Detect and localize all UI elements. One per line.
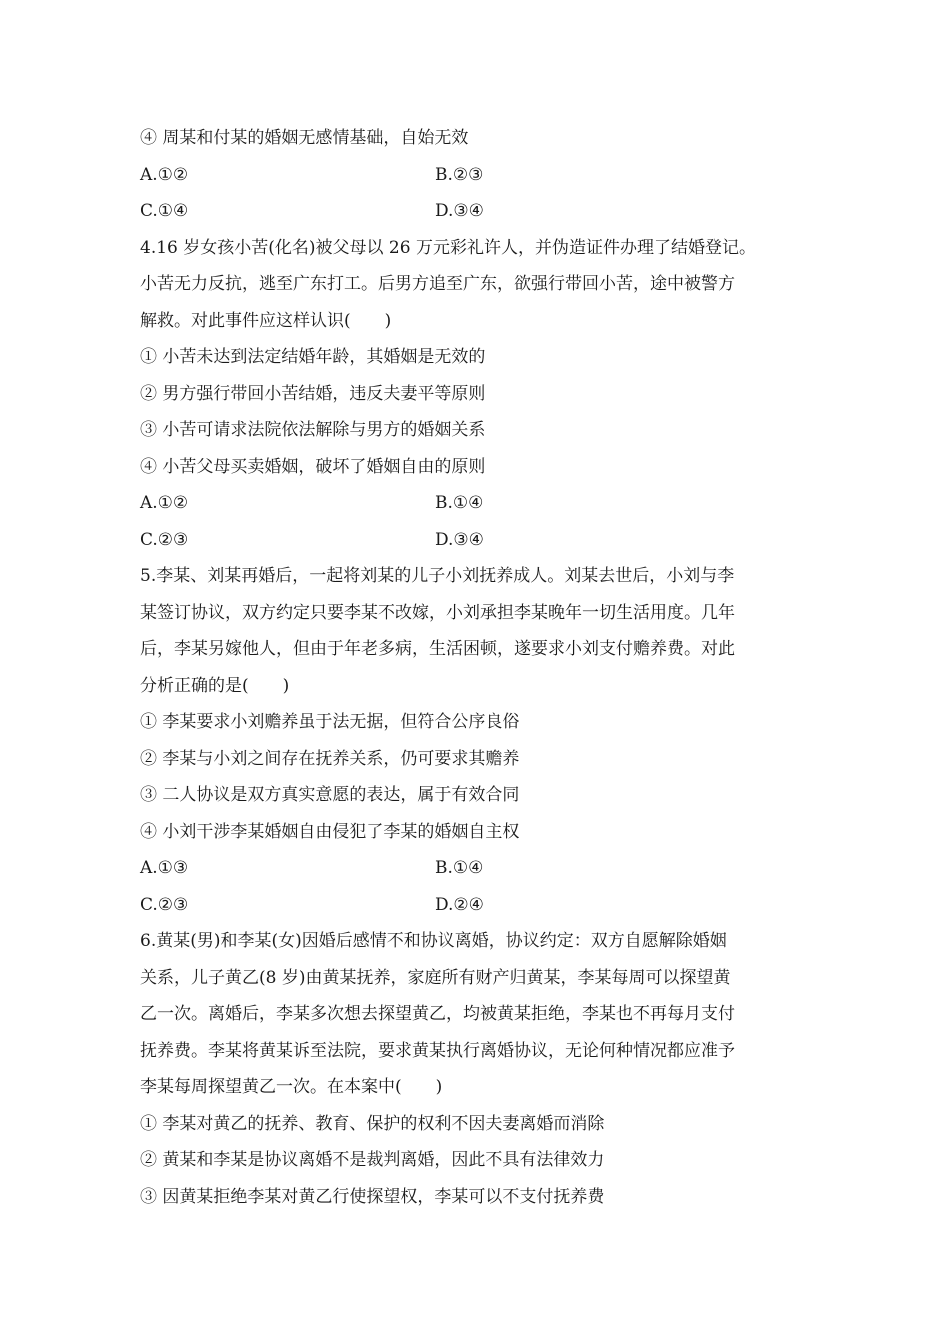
q5-statement-4: ④ 小刘干涉李某婚姻自由侵犯了李某的婚姻自主权	[140, 821, 520, 842]
q4-stem-line: 小苦无力反抗，逃至广东打工。后男方追至广东，欲强行带回小苦，途中被警方	[140, 274, 735, 294]
q5-statement-1: ① 李某要求小刘赡养虽于法无据，但符合公序良俗	[140, 712, 520, 732]
q4-statement-2: ② 男方强行带回小苦结婚，违反夫妻平等原则	[140, 383, 486, 404]
q3-option-d: D.③④	[435, 201, 484, 221]
q6-stem-line: 抚养费。李某将黄某诉至法院，要求黄某执行离婚协议，无论何种情况都应准予	[140, 1040, 735, 1061]
q6-statement-3: ③ 因黄某拒绝李某对黄乙行使探望权，李某可以不支付抚养费	[140, 1186, 605, 1207]
q4-option-c: C.②③	[140, 529, 189, 550]
q4-statement-4: ④ 小苦父母买卖婚姻，破坏了婚姻自由的原则	[140, 456, 486, 477]
q4-options-row-1	[140, 485, 820, 522]
q6-statement-2: ② 黄某和李某是协议离婚不是裁判离婚，因此不具有法律效力	[140, 1150, 605, 1170]
q6-statement-1: ① 李某对黄乙的抚养、教育、保护的权利不因夫妻离婚而消除	[140, 1113, 605, 1134]
q5-statement-3: ③ 二人协议是双方真实意愿的表达，属于有效合同	[140, 785, 520, 805]
q5-option-d: D.②④	[435, 894, 484, 915]
q5-option-c: C.②③	[140, 894, 189, 915]
q4-statement-1: ① 小苦未达到法定结婚年龄，其婚姻是无效的	[140, 347, 486, 367]
q3-options-row-1	[140, 157, 820, 194]
q3-options-row-2	[140, 193, 820, 230]
q4-options-row-2	[140, 522, 820, 559]
q4-option-a: A.①②	[140, 493, 189, 513]
q4-stem-line: 4.16 岁女孩小苦(化名)被父母以 26 万元彩礼许人，并伪造证件办理了结婚登记。	[140, 237, 756, 258]
q6-stem-line: 乙一次。离婚后，李某多次想去探望黄乙，均被黄某拒绝，李某也不再每月支付	[140, 1004, 735, 1024]
q5-stem-line: 后，李某另嫁他人，但由于年老多病，生活困顿，遂要求小刘支付赡养费。对此	[140, 639, 735, 659]
q3-option-b: B.②③	[435, 164, 484, 185]
q3-statement-4: ④ 周某和付某的婚姻无感情基础，自始无效	[140, 128, 469, 148]
q5-option-b: B.①④	[435, 858, 484, 878]
q5-statement-2: ② 李某与小刘之间存在抚养关系，仍可要求其赡养	[140, 748, 520, 769]
q5-options-row-2	[140, 887, 820, 924]
q6-stem-line: 6.黄某(男)和李某(女)因婚后感情不和协议离婚，协议约定：双方自愿解除婚姻	[140, 931, 727, 951]
q5-options-row-1	[140, 850, 820, 887]
q4-option-d: D.③④	[435, 529, 484, 550]
q3-option-c: C.①④	[140, 201, 189, 221]
document-page	[140, 120, 820, 1215]
q5-stem-line: 分析正确的是( )	[140, 675, 290, 696]
q5-stem-line: 某签订协议，双方约定只要李某不改嫁，小刘承担李某晚年一切生活用度。几年	[140, 602, 735, 623]
q4-stem-line: 解救。对此事件应这样认识( )	[140, 310, 392, 331]
q4-option-b: B.①④	[435, 493, 484, 513]
q6-stem	[140, 923, 820, 1106]
q4-statement-3: ③ 小苦可请求法院依法解除与男方的婚姻关系	[140, 420, 486, 440]
q6-stem-line: 李某每周探望黄乙一次。在本案中( )	[140, 1077, 443, 1097]
q5-stem	[140, 558, 820, 704]
q6-stem-line: 关系，儿子黄乙(8 岁)由黄某抚养，家庭所有财产归黄某，李某每周可以探望黄	[140, 967, 731, 988]
q5-stem-line: 5.李某、刘某再婚后，一起将刘某的儿子小刘抚养成人。刘某去世后，小刘与李	[140, 566, 735, 586]
q3-option-a: A.①②	[140, 164, 189, 185]
q4-stem	[140, 230, 820, 340]
q5-option-a: A.①③	[140, 858, 189, 878]
